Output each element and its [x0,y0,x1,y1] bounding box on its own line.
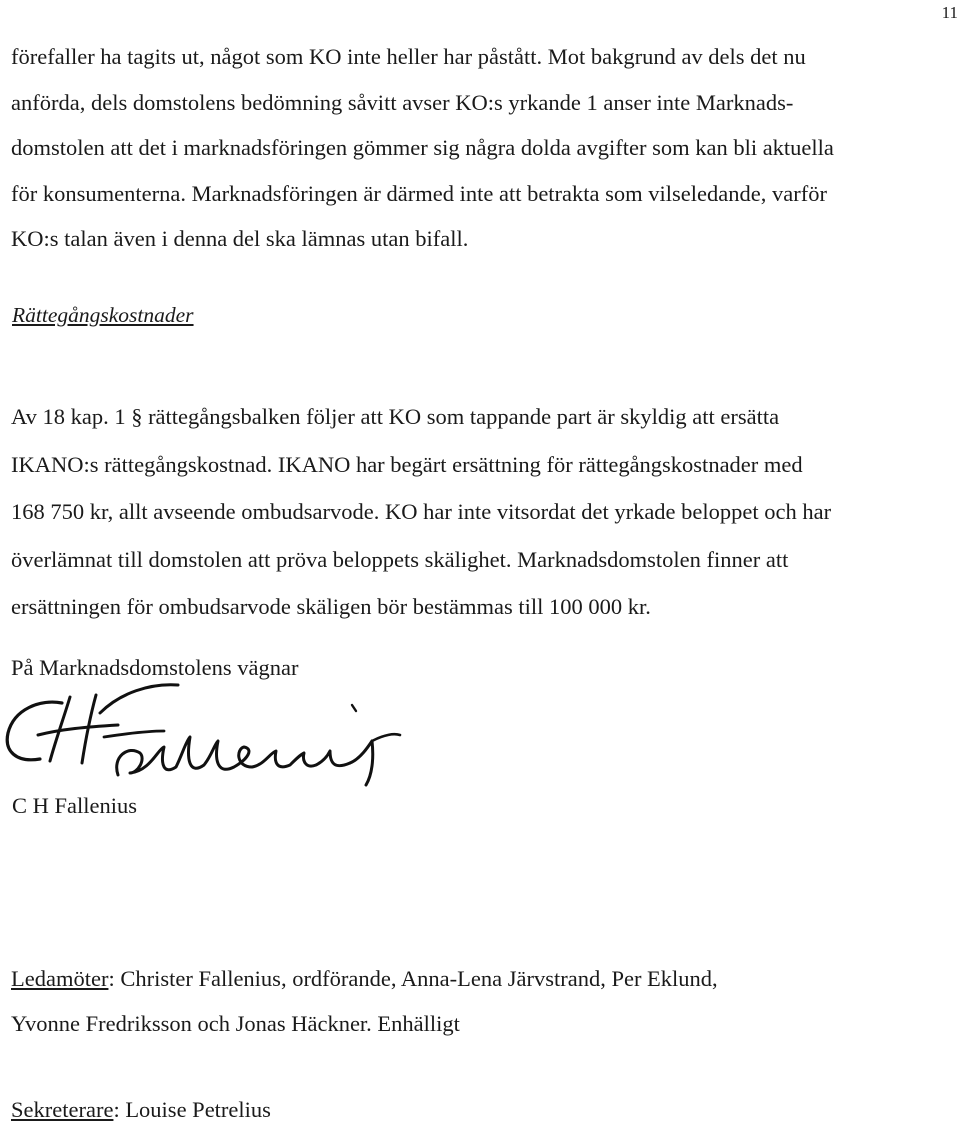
paragraph-dolda-avgifter [11,34,951,262]
text-line: Av 18 kap. 1 § rättegångsbalken följer att KO som tappande part är skyldig att ersätta [11,404,780,429]
members-line [11,966,718,992]
secretary-line [11,1097,271,1123]
secretary-name: : Louise Petrelius [113,1097,271,1122]
handwritten-signature [0,675,420,795]
secretary-label: Sekreterare [11,1097,114,1122]
text-line: för konsumenterna. Marknadsföringen är därmed inte att betrakta som vilseledande, varför [11,180,827,206]
text-line: förefaller ha tagits ut, något som KO inte heller har påstått. Mot bakgrund av dels det nu [11,44,806,69]
text-line: överlämnat till domstolen att pröva beloppets skälighet. Marknadsdomstolen finner att [11,546,789,572]
text-line: 168 750 kr, allt avseende ombudsarvode. KO har inte vitsordat det yrkade beloppet och har [11,499,832,524]
members-line-continued: Yvonne Fredriksson och Jonas Häckner. Enhälligt [11,1011,460,1036]
paragraph-rattegangskostnader [11,393,951,631]
text-line: KO:s talan även i denna del ska lämnas utan bifall. [11,226,469,251]
signing-line: På Marknadsdomstolens vägnar [11,655,299,680]
section-heading: Rättegångskostnader [12,303,194,327]
members-label: Ledamöter [11,966,109,991]
signer-name: C H Fallenius [12,793,138,818]
page-number: 11 [941,3,958,22]
text-line: ersättningen för ombudsarvode skäligen bör bestämmas till 100 000 kr. [11,594,651,619]
members-names: : Christer Fallenius, ordförande, Anna-Lena Järvstrand, Per Eklund, [108,966,718,991]
text-line: IKANO:s rättegångskostnad. IKANO har begärt ersättning för rättegångskostnader med [11,451,803,477]
text-line: anförda, dels domstolens bedömning såvitt avser KO:s yrkande 1 anser inte Marknads- [11,89,794,115]
text-line: domstolen att det i marknadsföringen gömmer sig några dolda avgifter som kan bli aktuella [11,135,834,160]
